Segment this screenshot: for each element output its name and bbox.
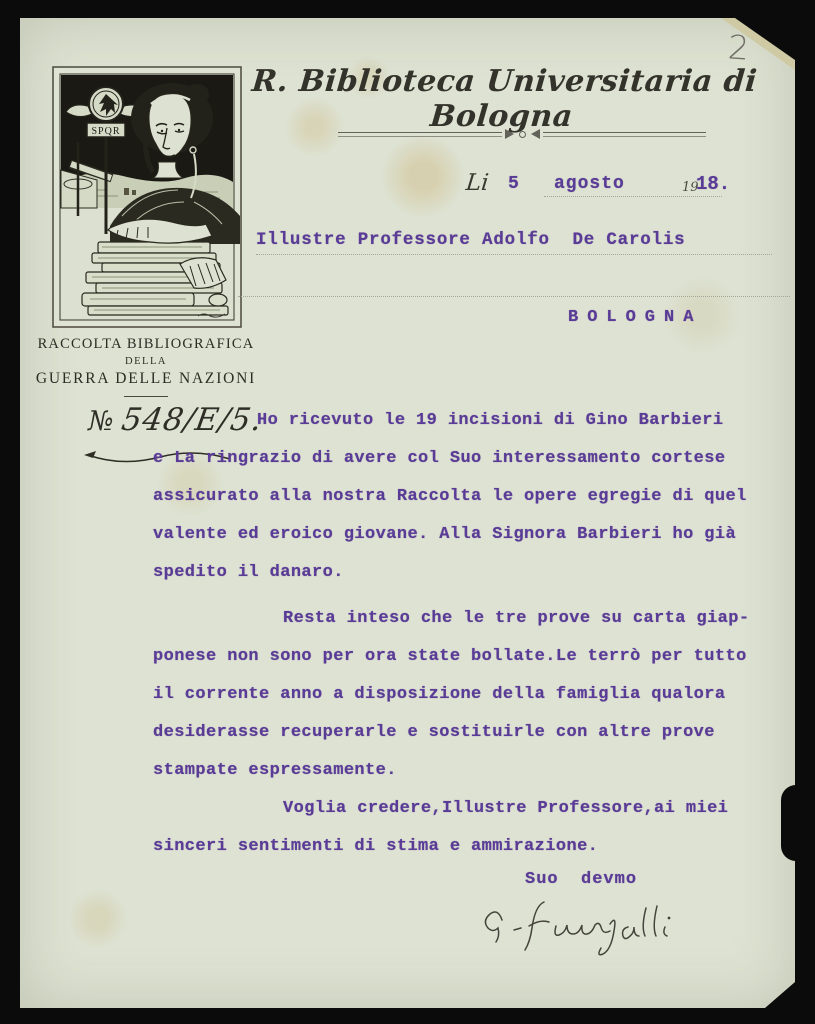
body-line: Ho ricevuto le 19 incisioni di Gino Barbieri (257, 411, 724, 430)
body-line: Voglia credere,Illustre Professore,ai miei (283, 799, 729, 818)
emblem-illustration (52, 66, 242, 328)
caption-divider (124, 396, 168, 397)
address-dotted-line (256, 254, 772, 255)
date-day: 5 (508, 174, 519, 194)
emblem-caption (28, 336, 264, 388)
circle-icon (519, 131, 526, 138)
body-line: Resta inteso che le tre prove su carta giap- (283, 609, 750, 628)
letter-paper (20, 18, 795, 1008)
pencil-page-number: 2 (726, 27, 751, 68)
letter-body (153, 408, 793, 872)
body-line: stampate espressamente. (153, 761, 397, 780)
divider-line (543, 132, 707, 137)
valediction: Suo devmo (525, 870, 638, 889)
date-prefix: Li (464, 170, 491, 196)
body-line: e La ringrazio di avere col Suo interessamento cortese (153, 449, 726, 468)
numero-symbol: № (88, 406, 114, 437)
date-dotted-rule (544, 196, 722, 197)
signature-handwriting (472, 894, 707, 966)
body-line: valente ed eroico giovane. Alla Signora Barbieri ho già (153, 525, 737, 544)
body-line: desiderasse recuperarle e sostituirle con altre prove (153, 723, 715, 742)
spqr-banner (87, 123, 125, 137)
ornament-divider (338, 129, 706, 139)
caption-line-3: GUERRA DELLE NAZIONI (35, 370, 257, 387)
body-line: spedito il danaro. (153, 563, 344, 582)
triangle-left-icon (531, 129, 540, 139)
date-year: 18. (696, 173, 731, 195)
date-century: 19 (682, 180, 699, 195)
body-line: sinceri sentimenti di stima e ammirazione. (153, 837, 599, 856)
recipient-name: Illustre Professore Adolfo De Carolis (256, 230, 686, 250)
svg-text:SPQR: SPQR (91, 126, 121, 137)
divider-line (338, 132, 502, 137)
triangle-right-icon (505, 129, 514, 139)
date-month: agosto (554, 174, 625, 194)
clipped-bottom-corner (765, 982, 795, 1008)
caption-line-1: RACCOLTA BIBLIOGRAFICA (37, 336, 255, 352)
recipient-city: BOLOGNA (568, 308, 703, 327)
letterhead-title: R. Biblioteca Universitaria di Bologna (250, 64, 759, 134)
body-line: assicurato alla nostra Raccolta le opere egregie di quel (153, 487, 747, 506)
reference-number-handwriting: 548/E/5. (119, 402, 266, 438)
body-line: ponese non sono per ora state bollate.Le terrò per tutto (153, 647, 747, 666)
body-line: il corrente anno a disposizione della famiglia qualora (153, 685, 726, 704)
caption-line-2: DELLA (125, 356, 167, 367)
address-dotted-line (238, 296, 790, 297)
